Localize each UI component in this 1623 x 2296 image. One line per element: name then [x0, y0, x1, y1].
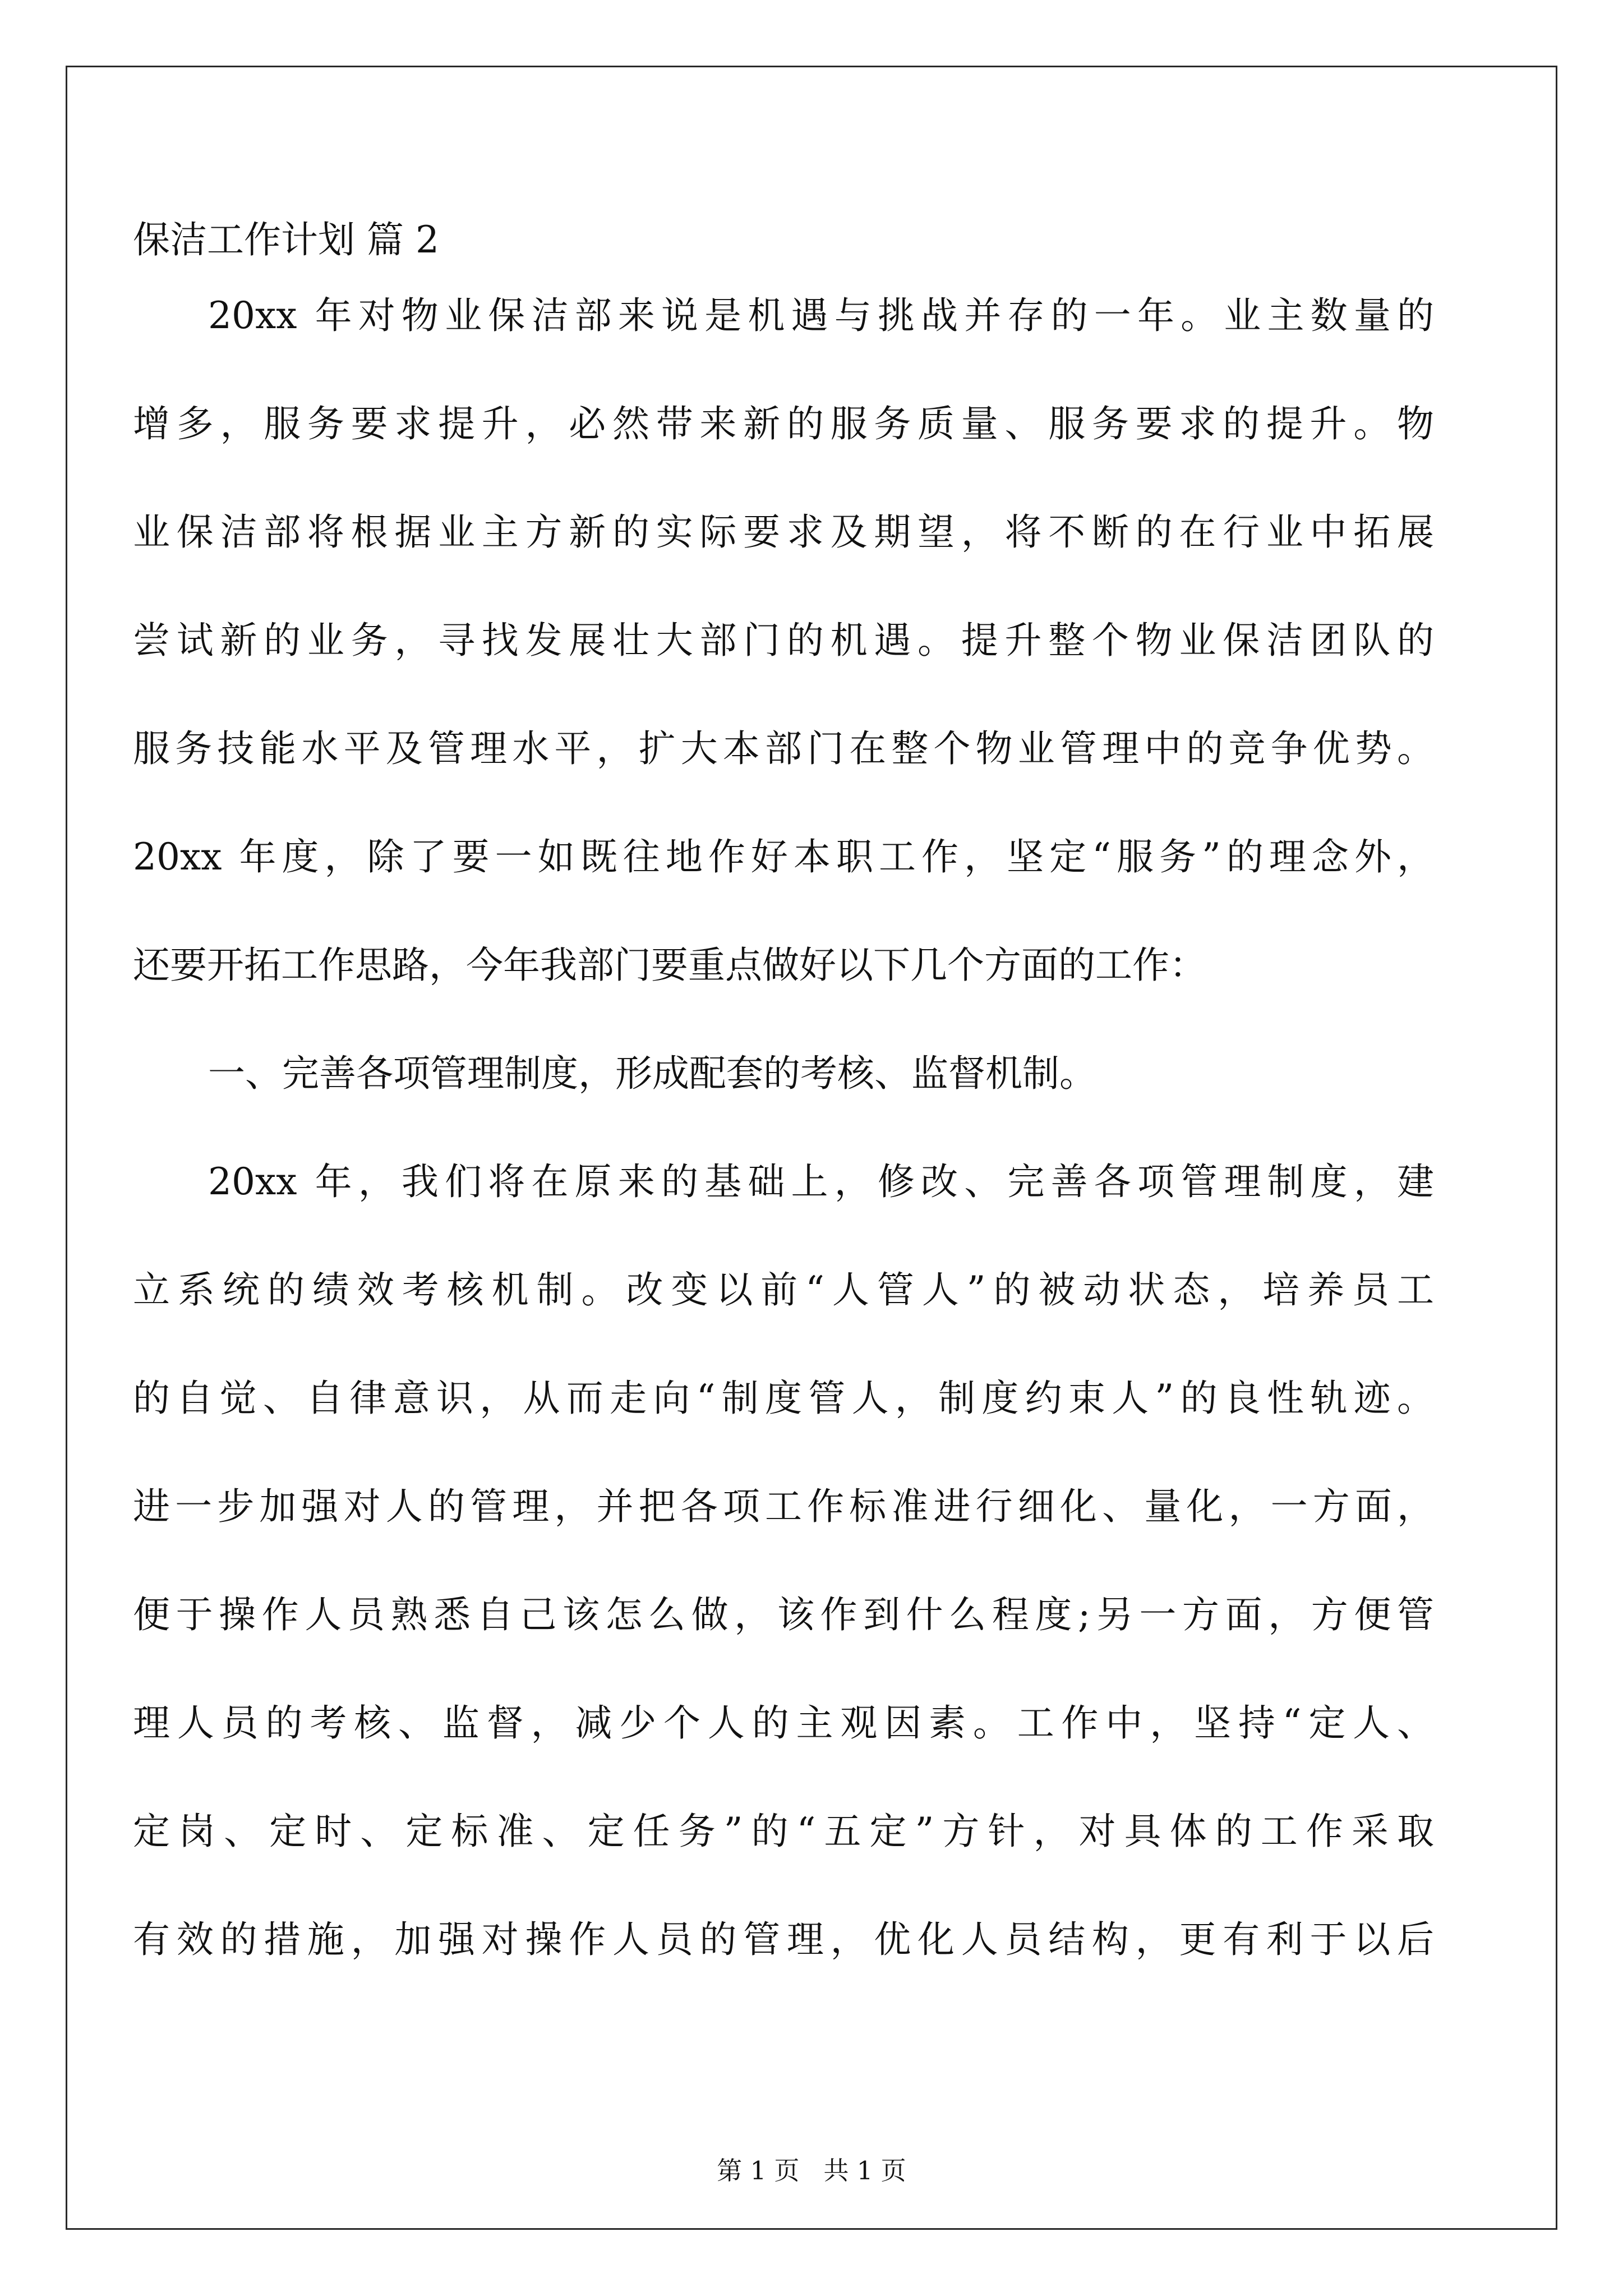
paragraph-line: 业保洁部将根据业主方新的实际要求及期望，将不断的在行业中拓展 [133, 510, 1434, 554]
paragraph-line: 有效的措施，加强对操作人员的管理，优化人员结构，更有利于以后 [133, 1918, 1434, 1961]
document-body [133, 210, 1434, 2030]
paragraph-line: 的自觉、自律意识，从而走向“制度管人，制度约束人”的良性轨迹。 [133, 1377, 1434, 1420]
paragraph-line: 立系统的绩效考核机制。改变以前“人管人”的被动状态，培养员工 [133, 1268, 1434, 1312]
section-heading: 一、完善各项管理制度，形成配套的考核、监督机制。 [208, 1052, 1096, 1095]
paragraph-line: 定岗、定时、定标准、定任务”的“五定”方针，对具体的工作采取 [133, 1810, 1434, 1853]
paragraph-line: 增多，服务要求提升，必然带来新的服务质量、服务要求的提升。物 [133, 402, 1434, 445]
paragraph-line: 便于操作人员熟悉自己该怎么做，该作到什么程度;另一方面，方便管 [133, 1593, 1434, 1636]
paragraph-line: 服务技能水平及管理水平，扩大本部门在整个物业管理中的竞争优势。 [133, 727, 1434, 770]
paragraph-line: 尝试新的业务，寻找发展壮大部门的机遇。提升整个物业保洁团队的 [133, 619, 1434, 662]
paragraph-line: 20xx 年对物业保洁部来说是机遇与挑战并存的一年。业主数量的 [208, 294, 1434, 337]
document-title: 保洁工作计划 篇 2 [133, 218, 439, 261]
paragraph-line: 20xx 年度，除了要一如既往地作好本职工作，坚定“服务”的理念外， [133, 835, 1434, 878]
paragraph-line: 还要开拓工作思路，今年我部门要重点做好以下几个方面的工作： [133, 944, 1206, 987]
paragraph-line: 理人员的考核、监督，减少个人的主观因素。工作中，坚持“定人、 [133, 1701, 1434, 1745]
paragraph-line: 20xx 年，我们将在原来的基础上，修改、完善各项管理制度，建 [208, 1160, 1434, 1203]
page-number-footer: 第 1 页 共 1 页 [717, 2156, 906, 2185]
paragraph-line: 进一步加强对人的管理，并把各项工作标准进行细化、量化，一方面， [133, 1485, 1434, 1528]
